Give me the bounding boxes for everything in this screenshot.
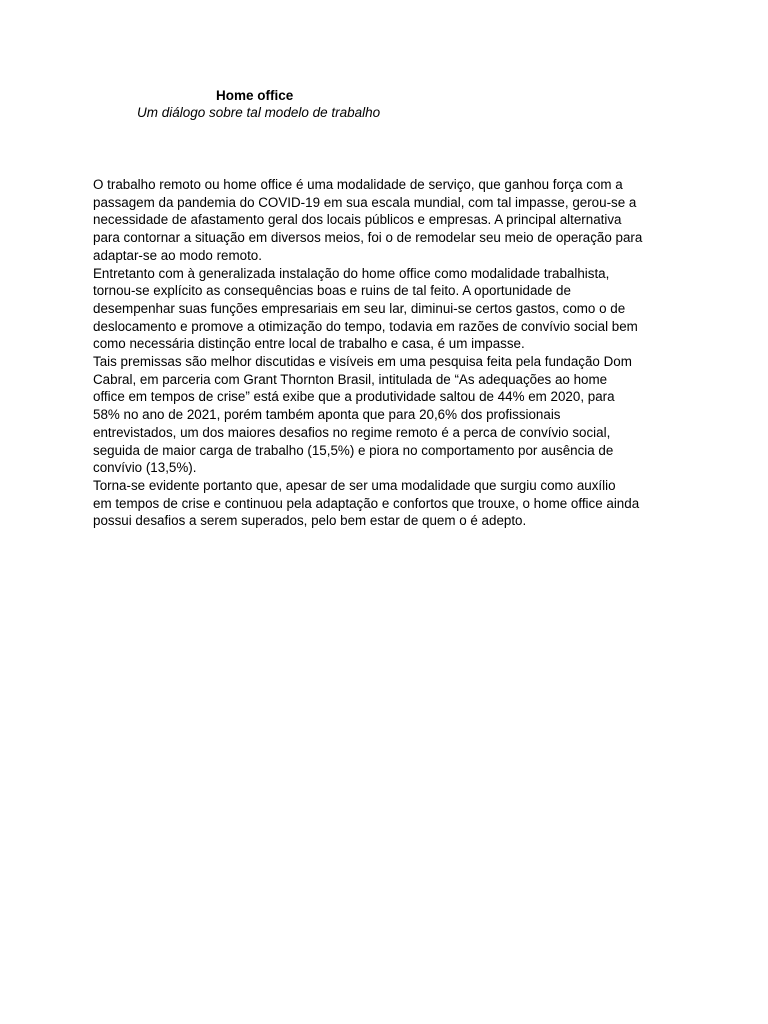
document-body — [93, 176, 693, 530]
paragraph-intro: O trabalho remoto ou home office é uma modalidade de serviço, que ganhou força com a passagem da pandemia do COVID-19 em sua escala mundial, com tal impasse, gerou-se a necessidade de afastamento geral dos locais públicos e empresas. A principal alternativa para contornar a situação em diversos meios, foi o de remodelar seu meio de operação para adaptar-se ao modo remoto. — [93, 177, 643, 263]
paragraph-consequences: Entretanto com à generalizada instalação do home office como modalidade trabalhista, tornou-se explícito as consequências boas e ruins de tal feito. A oportunidade de desempenhar suas funções empresariais em seu lar, diminui-se certos gastos, como o de deslocamento e promove a otimização do tempo, todavia em razões de convívio social bem como necessária distinção entre local de trabalho e casa, é um impasse. — [93, 265, 638, 352]
document-title: Home office — [216, 88, 294, 103]
paragraph-research: Tais premissas são melhor discutidas e visíveis em uma pesquisa feita pela fundação Dom Cabral, em parceria com Grant Thornton Brasil, intitulada de “As adequações ao home office em tempos de crise” está exibe que a produtividade saltou de 44% em 2020, para 58% no ano de 2021, porém também aponta que para 20,6% dos profissionais entrevistados, um dos maiores desafios no regime remoto é a perca de convívio social, seguida de maior carga de trabalho (15,5%) e piora no comportamento por ausência de convívio (13,5%). — [93, 354, 632, 476]
paragraph-conclusion: Torna-se evidente portanto que, apesar de ser uma modalidade que surgiu como auxílio em tempos de crise e continuou pela adaptação e confortos que trouxe, o home office ainda possui desafios a serem superados, pelo bem estar de quem o é adepto. — [93, 477, 640, 529]
document-subtitle: Um diálogo sobre tal modelo de trabalho — [137, 105, 381, 120]
